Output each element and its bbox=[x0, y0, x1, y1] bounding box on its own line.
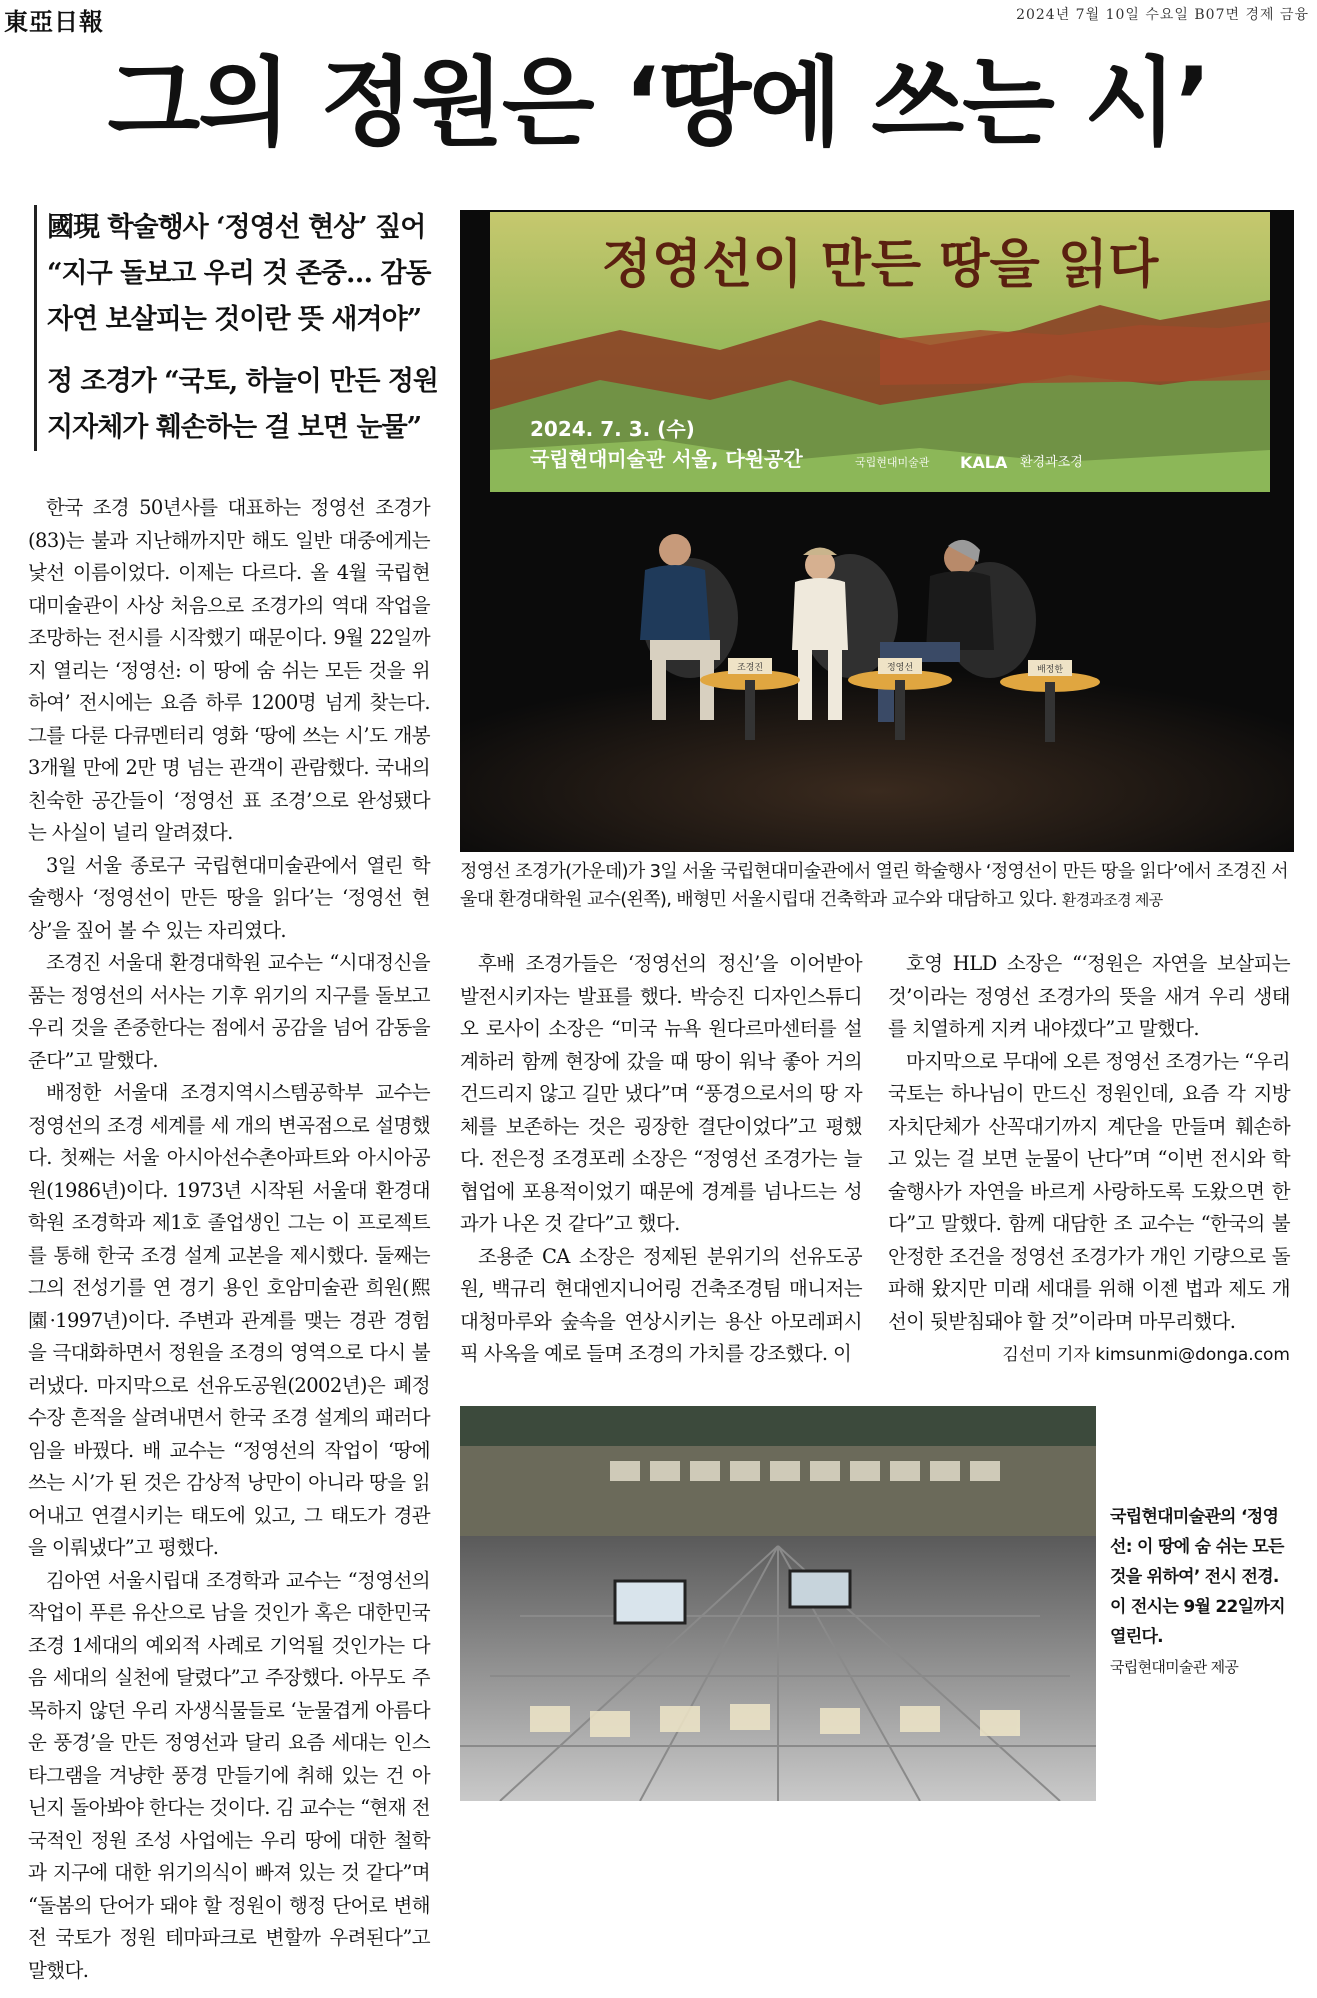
paragraph: 한국 조경 50년사를 대표하는 정영선 조경가(83)는 불과 지난해까지만 해도 일반 대중에게는 낯선 이름이었다. 이제는 다르다. 올 4월 국립현대미술관이 사상 처음으로 조경가의 역대 작업을 조망하는 전시를 시작했기 때문이다. 9월 22일까지 열리는 ‘정영선: 이 땅에 숨 쉬는 모든 것을 위하여’ 전시에는 요즘 하루 1200명 넘게 찾는다. 그를 다룬 다큐멘터리 영화 ‘땅에 쓰는 시’도 개봉 3개월 만에 2만 명 넘는 관객이 관람했다. 국내의 친숙한 공간들이 ‘정영선 표 조경’으로 완성됐다는 사실이 널리 알려졌다. bbox=[28, 496, 430, 844]
subheadline-1a: 國現 학술행사 ‘정영선 현상’ 짚어 bbox=[47, 212, 426, 243]
article-column-1 bbox=[28, 492, 430, 1987]
paragraph: 배정한 서울대 조경지역시스템공학부 교수는 정영선의 조경 세계를 세 개의 변곡점으로 설명했다. 첫째는 서울 아시아선수촌아파트와 아시아공원(1986년)이다. 1973년 시작된 서울대 환경대학원 조경학과 제1호 졸업생인 그는 이 프로젝트를 통해 한국 조경 설계 교본을 제시했다. 둘째는 그의 전성기를 연 경기 용인 호암미술관 희원(熙園·1997년)이다. 주변과 관계를 맺는 경관 경험을 극대화하면서 정원을 조경의 영역으로 다시 불러냈다. 마지막으로 선유도공원(2002년)은 폐정수장 흔적을 살려내면서 한국 조경 설계의 패러다임을 바꿨다. 배 교수는 “정영선의 작업이 ‘땅에 쓰는 시’가 된 것은 감상적 낭만이 아니라 땅을 읽어내고 연결시키는 태도에 있고, 그 태도가 경관을 이뤄냈다”고 평했다. bbox=[28, 1081, 430, 1559]
nameplate-right: 배정한 bbox=[1036, 665, 1064, 675]
dateline: 2024년 7월 10일 수요일 B07면 경제 금융 bbox=[1016, 7, 1309, 23]
logo-kala: KALA bbox=[960, 453, 1008, 472]
subheadline-1c: 자연 보살피는 것이란 뜻 새겨야” bbox=[47, 304, 422, 335]
paragraph: 김아연 서울시립대 조경학과 교수는 “정영선의 작업이 푸른 유산으로 남을 것인가 혹은 대한민국 조경 1세대의 예외적 사례로 기억될 것인가는 다음 세대의 실천에 달렸다”고 주장했다. 아무도 주목하지 않던 우리 자생식물들로 ‘눈물겹게 아름다운 풍경’을 만든 정영선과 달리 요즘 세대는 인스타그램을 겨냥한 풍경 만들기에 취해 있는 건 아닌지 돌아봐야 한다는 것이다. 김 교수는 “현재 전국적인 정원 조성 사업에는 우리 땅에 대한 철학과 지구에 대한 위기의식이 빠져 있는 것 같다”며 “돌봄의 단어가 돼야 할 정원이 행정 단어로 변해 전 국토가 정원 테마파크로 변할까 우려된다”고 말했다. bbox=[28, 1568, 430, 1982]
screen-date: 2024. 7. 3. (수) bbox=[530, 417, 695, 441]
paragraph: 조경진 서울대 환경대학원 교수는 “시대정신을 품는 정영선의 서사는 기후 위기의 지구를 돌보고 우리 것을 존중한다는 점에서 공감을 넘어 감동을 준다”고 말했다. bbox=[28, 951, 430, 1072]
paragraph: 호영 HLD 소장은 “‘정원은 자연을 보살피는 것’이라는 정영선 조경가의 뜻을 새겨 우리 생태를 치열하게 지켜 내야겠다”고 말했다. bbox=[888, 952, 1290, 1040]
stage-photo-graphic bbox=[460, 210, 1294, 852]
logo-journal: 환경과조경 bbox=[1020, 455, 1083, 470]
subheadline-1b: “지구 돌보고 우리 것 존중… 감동 bbox=[47, 258, 431, 289]
paragraph: 조용준 CA 소장은 정제된 분위기의 선유도공원, 백규리 현대엔지니어링 건축조경팀 매니저는 대청마루와 숲속을 연상시키는 용산 아모레퍼시픽 사옥을 예로 들며 조경의 가치를 강조했다. 이 bbox=[460, 1244, 862, 1365]
subheadline-2a: 정 조경가 “국토, 하늘이 만든 정원 bbox=[47, 366, 438, 397]
screen-title: 정영선이 만든 땅을 읽다 bbox=[601, 235, 1159, 295]
photo-caption-1 bbox=[460, 858, 1294, 914]
screen-venue: 국립현대미술관 서울, 다원공간 bbox=[530, 447, 803, 471]
exhibition-photo-graphic bbox=[460, 1406, 1096, 1801]
article-column-3 bbox=[888, 948, 1290, 1338]
byline: 김선미 기자 kimsunmi@donga.com bbox=[1002, 1345, 1290, 1365]
nameplate-left: 조경진 bbox=[736, 663, 764, 673]
paragraph: 3일 서울 종로구 국립현대미술관에서 열린 학술행사 ‘정영선이 만든 땅을 읽다’는 ‘정영선 현상’을 짚어 볼 수 있는 자리였다. bbox=[28, 853, 430, 942]
article-column-2 bbox=[460, 948, 862, 1371]
paragraph: 마지막으로 무대에 오른 정영선 조경가는 “우리 국토는 하나님이 만드신 정원인데, 요즘 각 지방자치단체가 산꼭대기까지 계단을 만들며 훼손하고 있는 걸 보면 눈물이 난다”며 “이번 전시와 학술행사가 자연을 바르게 사랑하도록 도왔으면 한다”고 말했다. 함께 대담한 조 교수는 “한국의 불안정한 조건을 정영선 조경가가 개인 기량으로 돌파해 왔지만 미래 세대를 위해 이젠 법과 제도 개선이 뒷받침돼야 할 것”이라며 마무리했다. bbox=[888, 1049, 1290, 1333]
caption-text: 정영선 조경가(가운데)가 3일 서울 국립현대미술관에서 열린 학술행사 ‘정영선이 만든 땅을 읽다’에서 조경진 서울대 환경대학원 교수(왼쪽), 배형민 서울시립대 건축학과 교수와 대담하고 있다. bbox=[460, 861, 1288, 910]
masthead: 東亞日報 bbox=[4, 7, 104, 36]
photo-caption-2 bbox=[1110, 1502, 1294, 1682]
stage-photo bbox=[460, 210, 1294, 852]
subheadline-2b: 지자체가 훼손하는 걸 보면 눈물” bbox=[47, 412, 422, 443]
logo-mmca: 국립현대미술관 bbox=[855, 456, 930, 469]
paragraph: 후배 조경가들은 ‘정영선의 정신’을 이어받아 발전시키자는 발표를 했다. 박승진 디자인스튜디오 로사이 소장은 “미국 뉴욕 원다르마센터를 설계하러 함께 현장에 갔을 때 땅이 워낙 좋아 거의 건드리지 않고 길만 냈다”며 “풍경으로서의 땅 자체를 보존하는 것은 굉장한 결단이었다”고 평했다. 전은정 조경포레 소장은 “정영선 조경가는 늘 협업에 포용적이었기 때문에 경계를 넘나드는 성과가 나온 것 같다”고 했다. bbox=[460, 952, 862, 1235]
headline: 그의 정원은 ‘땅에 쓰는 시’ bbox=[107, 47, 1210, 159]
caption-text: 국립현대미술관의 ‘정영선: 이 땅에 숨 쉬는 모든 것을 위하여’ 전시 전경. 이 전시는 9월 22일까지 열린다. bbox=[1110, 1507, 1285, 1647]
nameplate-center: 정영선 bbox=[886, 663, 914, 673]
caption-credit: 국립현대미술관 제공 bbox=[1110, 1658, 1239, 1676]
subheadlines bbox=[34, 205, 447, 451]
exhibition-photo bbox=[460, 1406, 1096, 1801]
caption-credit: 환경과조경 제공 bbox=[1061, 891, 1163, 909]
